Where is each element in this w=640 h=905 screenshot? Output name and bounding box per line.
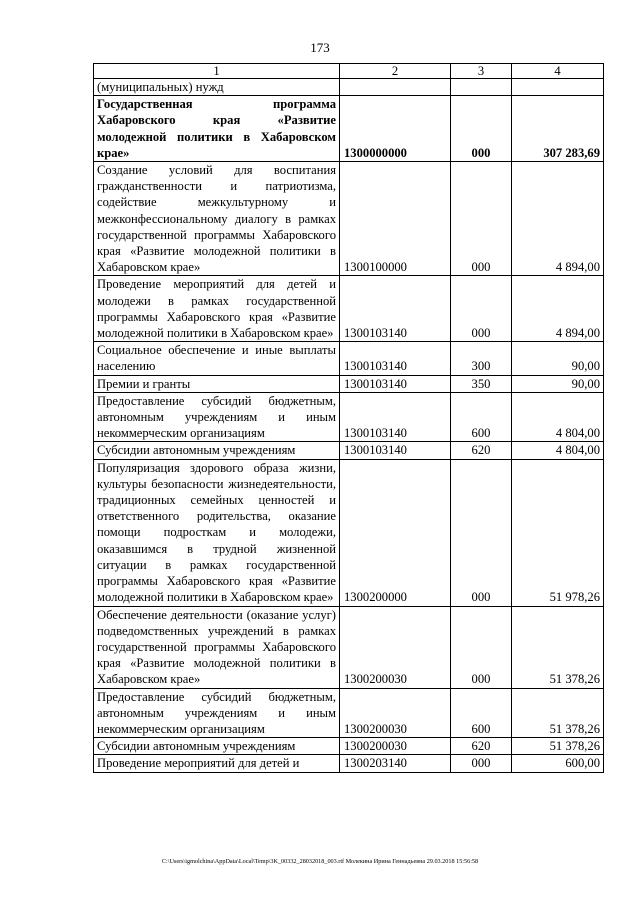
table-row — [94, 755, 604, 772]
row-target-article-code: 1300103140 — [340, 442, 451, 459]
budget-table — [93, 63, 604, 773]
row-target-article-code: 1300200030 — [340, 688, 451, 738]
column-header-name: 1 — [94, 64, 340, 79]
row-target-article-code — [340, 79, 451, 96]
row-expense-type-code: 300 — [451, 342, 512, 375]
row-amount: 90,00 — [512, 375, 604, 392]
row-target-article-code: 1300103140 — [340, 375, 451, 392]
row-name-cell: Субсидии автономным учреждениям — [94, 738, 340, 755]
row-amount: 4 894,00 — [512, 276, 604, 342]
column-header-vr: 3 — [451, 64, 512, 79]
row-amount — [512, 79, 604, 96]
row-target-article-code: 1300200030 — [340, 738, 451, 755]
row-expense-type-code: 000 — [451, 606, 512, 688]
row-expense-type-code: 000 — [451, 755, 512, 772]
row-amount: 51 378,26 — [512, 688, 604, 738]
table-row — [94, 392, 604, 442]
row-name-cell: Предоставление субсидий бюджетным, автономным учреждениям и иным некоммерческим организациям — [94, 688, 340, 738]
row-expense-type-code: 000 — [451, 162, 512, 276]
row-expense-type-code: 620 — [451, 442, 512, 459]
row-expense-type-code: 000 — [451, 459, 512, 606]
page-number: 173 — [310, 40, 330, 55]
row-target-article-code: 1300203140 — [340, 755, 451, 772]
row-amount: 51 378,26 — [512, 606, 604, 688]
row-amount: 600,00 — [512, 755, 604, 772]
row-amount: 307 283,69 — [512, 96, 604, 162]
row-amount: 51 378,26 — [512, 738, 604, 755]
row-name-cell: (муниципальных) нужд — [94, 79, 340, 96]
row-expense-type-code: 600 — [451, 392, 512, 442]
table-row — [94, 162, 604, 276]
table-row — [94, 738, 604, 755]
row-target-article-code: 1300200000 — [340, 459, 451, 606]
row-name-cell: Проведение мероприятий для детей и — [94, 755, 340, 772]
row-name-cell: Популяризация здорового образа жизни, культуры безопасности жизнедеятельности, традиционных семейных ценностей и ответственного родительства, оказание помощи подросткам и молодежи, оказавшимся в трудной жизненной ситуации в рамках государственной программы Хабаровского края «Развитие молодежной политики в Хабаровском крае» — [94, 459, 340, 606]
row-expense-type-code: 000 — [451, 276, 512, 342]
row-amount: 90,00 — [512, 342, 604, 375]
table-row — [94, 342, 604, 375]
row-name-cell: Обеспечение деятельности (оказание услуг) подведомственных учреждений в рамках государственной программы Хабаровского края «Развитие молодежной политики в Хабаровском крае» — [94, 606, 340, 688]
table-row — [94, 96, 604, 162]
row-target-article-code: 1300103140 — [340, 392, 451, 442]
file-path-footer: C:\Users\igmolchina\AppData\Local\Temp\3K_00332_28032018_003.rtf Молекина Ирина Геннадьевна 29.03.2018 15:56:58 — [161, 858, 479, 865]
row-target-article-code: 1300103140 — [340, 342, 451, 375]
table-row — [94, 375, 604, 392]
row-name-cell: Проведение мероприятий для детей и молодежи в рамках государственной программы Хабаровского края «Развитие молодежной политики в Хабаровском крае» — [94, 276, 340, 342]
table-header-row — [94, 64, 604, 79]
row-name-cell: Создание условий для воспитания гражданственности и патриотизма, содействие межкультурному и межконфессиональному диалогу в рамках государственной программы Хабаровского края «Развитие молодежной политики в Хабаровском крае» — [94, 162, 340, 276]
row-target-article-code: 1300103140 — [340, 276, 451, 342]
row-amount: 4 804,00 — [512, 392, 604, 442]
row-expense-type-code: 620 — [451, 738, 512, 755]
table-row — [94, 276, 604, 342]
column-header-sum: 4 — [512, 64, 604, 79]
row-target-article-code: 1300000000 — [340, 96, 451, 162]
column-header-csr: 2 — [340, 64, 451, 79]
row-name-cell: Субсидии автономным учреждениям — [94, 442, 340, 459]
row-amount: 4 894,00 — [512, 162, 604, 276]
table-row — [94, 459, 604, 606]
table-row — [94, 442, 604, 459]
row-expense-type-code: 600 — [451, 688, 512, 738]
table-row — [94, 688, 604, 738]
row-expense-type-code: 000 — [451, 96, 512, 162]
row-amount: 4 804,00 — [512, 442, 604, 459]
row-name-cell: Социальное обеспечение и иные выплаты населению — [94, 342, 340, 375]
row-name-cell: Премии и гранты — [94, 375, 340, 392]
table-row — [94, 79, 604, 96]
table-row — [94, 606, 604, 688]
row-expense-type-code — [451, 79, 512, 96]
row-target-article-code: 1300200030 — [340, 606, 451, 688]
row-target-article-code: 1300100000 — [340, 162, 451, 276]
row-expense-type-code: 350 — [451, 375, 512, 392]
row-amount: 51 978,26 — [512, 459, 604, 606]
row-name-cell: Государственная программа Хабаровского края «Развитие молодежной политики в Хабаровском крае» — [94, 96, 340, 162]
row-name-cell: Предоставление субсидий бюджетным, автономным учреждениям и иным некоммерческим организациям — [94, 392, 340, 442]
